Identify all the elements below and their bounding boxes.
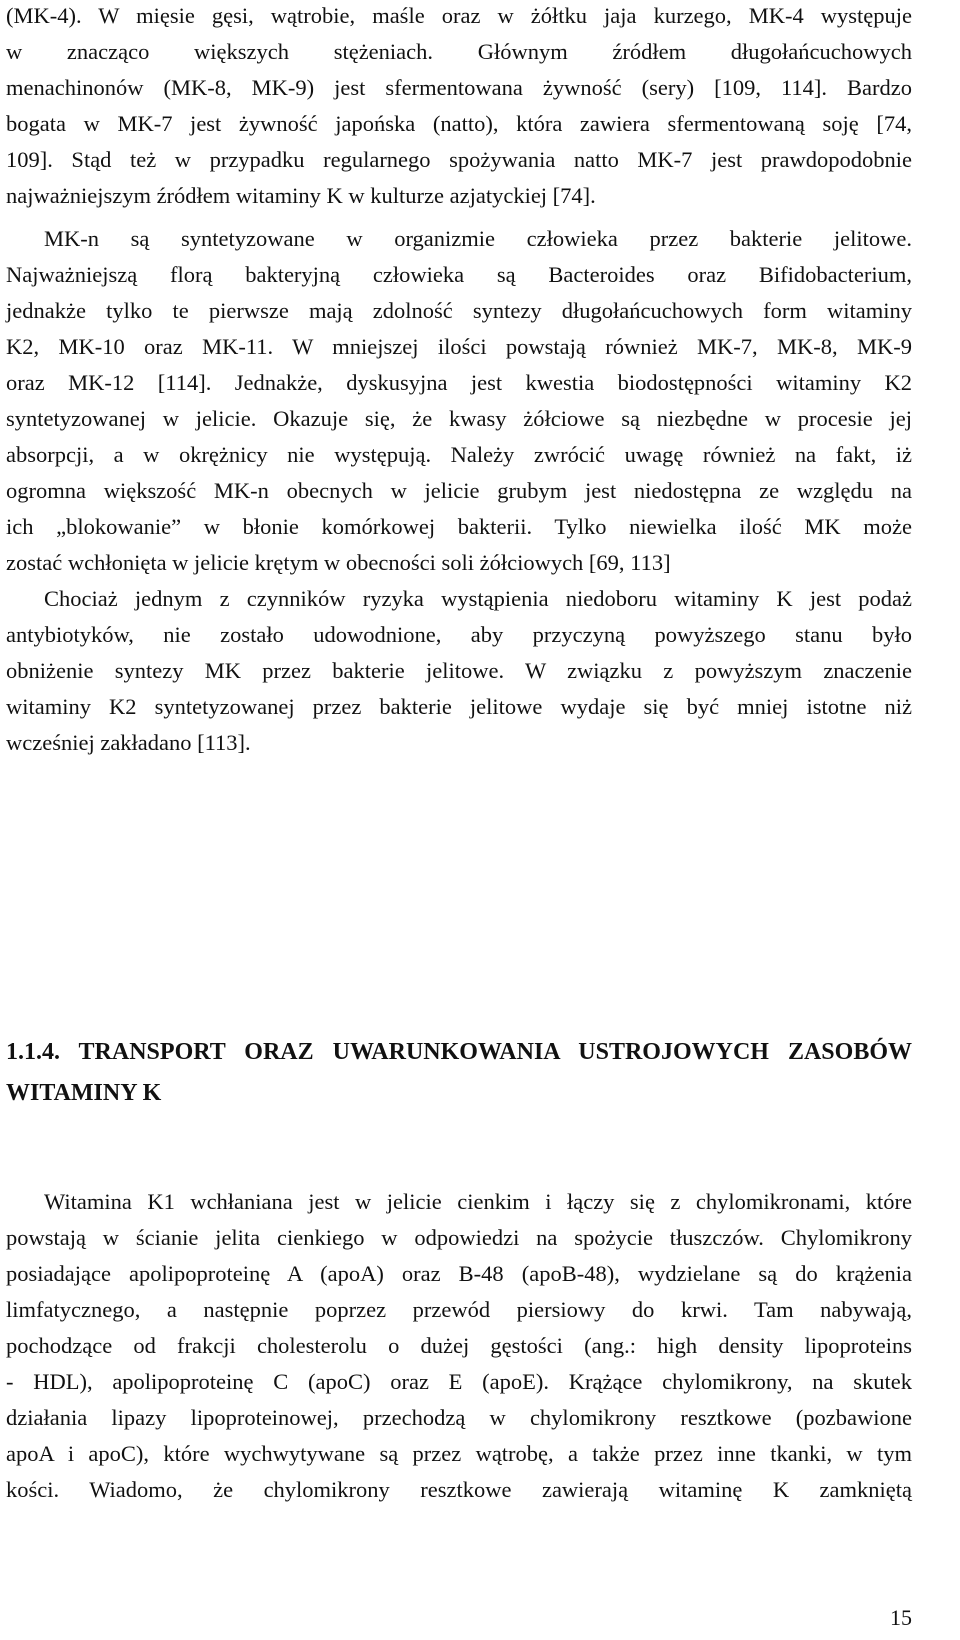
text-line: zostać wchłonięta w jelicie krętym w obecności soli żółciowych [69, 113] [6,550,671,575]
text-line: syntetyzowanej w jelicie. Okazuje się, że kwasy żółciowe są niezbędne w procesie jej [6,406,912,431]
text-line: apoA i apoC), które wychwytywane są przez wątrobę, a także przez inne tkanki, w tym [6,1441,912,1466]
text-line: ogromna większość MK-n obecnych w jelicie grubym jest niedostępna ze względu na [6,478,912,503]
text-line: posiadające apolipoproteinę A (apoA) oraz B-48 (apoB-48), wydzielane są do krążenia [6,1261,912,1286]
text-line: oraz MK-12 [114]. Jednakże, dyskusyjna jest kwestia biodostępności witaminy K2 [6,370,912,395]
text-line: - HDL), apolipoproteinę C (apoC) oraz E (apoE). Krążące chylomikrony, na skutek [6,1369,912,1394]
text-line: K2, MK-10 oraz MK-11. W mniejszej ilości powstają również MK-7, MK-8, MK-9 [6,334,912,359]
text-line: limfatycznego, a następnie poprzez przewód piersiowy do krwi. Tam nabywają, [6,1297,912,1322]
text-line: najważniejszym źródłem witaminy K w kulturze azjatyckiej [74]. [6,183,596,208]
heading-line: WITAMINY K [6,1080,162,1106]
heading-line: 1.1.4. TRANSPORT ORAZ UWARUNKOWANIA USTROJOWYCH ZASOBÓW [6,1039,912,1065]
text-line: kości. Wiadomo, że chylomikrony resztkowe zawierają witaminę K zamkniętą [6,1477,912,1502]
text-line: Najważniejszą florą bakteryjną człowieka są Bacteroides oraz Bifidobacterium, [6,262,912,287]
text-line: witaminy K2 syntetyzowanej przez bakterie jelitowe wydaje się być mniej istotne niż [6,694,912,719]
text-line: w znacząco większych stężeniach. Głównym źródłem długołańcuchowych [6,39,912,64]
text-line: wcześniej zakładano [113]. [6,730,251,755]
text-line: Witamina K1 wchłaniana jest w jelicie cienkim i łączy się z chylomikronami, które [44,1189,912,1214]
text-line: ich „blokowanie” w błonie komórkowej bakterii. Tylko niewielka ilość MK może [6,514,912,539]
text-line: menachinonów (MK-8, MK-9) jest sfermentowana żywność (sery) [109, 114]. Bardzo [6,75,912,100]
text-line: powstają w ścianie jelita cienkiego w odpowiedzi na spożycie tłuszczów. Chylomikrony [6,1225,912,1250]
text-line: bogata w MK-7 jest żywność japońska (natto), która zawiera sfermentowaną soję [74, [6,111,912,136]
text-line: 109]. Stąd też w przypadku regularnego spożywania natto MK-7 jest prawdopodobnie [6,147,912,172]
text-line: antybiotyków, nie zostało udowodnione, aby przyczyną powyższego stanu było [6,622,912,647]
text-line: jednakże tylko te pierwsze mają zdolność syntezy długołańcuchowych form witaminy [6,298,912,323]
text-line: działania lipazy lipoproteinowej, przechodzą w chylomikrony resztkowe (pozbawione [6,1405,912,1430]
text-line: obniżenie syntezy MK przez bakterie jelitowe. W związku z powyższym znaczenie [6,658,912,683]
page-number: 15 [890,1605,912,1630]
text-line: absorpcji, a w okrężnicy nie występują. Należy zwrócić uwagę również na fakt, iż [6,442,912,467]
text-line: Chociaż jednym z czynników ryzyka wystąpienia niedoboru witaminy K jest podaż [44,586,912,611]
text-line: pochodzące od frakcji cholesterolu o dużej gęstości (ang.: high density lipoproteins [6,1333,912,1358]
text-line: MK-n są syntetyzowane w organizmie człowieka przez bakterie jelitowe. [44,226,912,251]
text-line: (MK-4). W mięsie gęsi, wątrobie, maśle oraz w żółtku jaja kurzego, MK-4 występuje [6,3,912,28]
